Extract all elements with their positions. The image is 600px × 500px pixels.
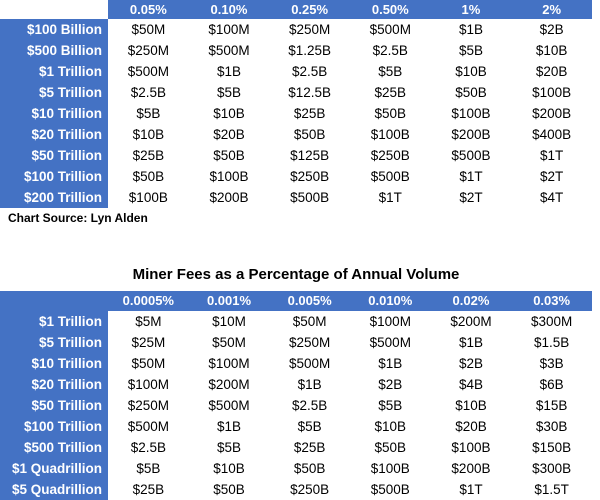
table-cell: $100B <box>350 124 431 145</box>
row-header: $200 Trillion <box>0 187 108 208</box>
table-cell: $50B <box>350 103 431 124</box>
table-cell: $250B <box>350 145 431 166</box>
table-cell: $500B <box>269 187 350 208</box>
table-cell: $100B <box>431 103 512 124</box>
table-cell: $100M <box>108 374 189 395</box>
row-header: $500 Trillion <box>0 437 108 458</box>
row-header: $20 Trillion <box>0 374 108 395</box>
table1-col-header: 0.25% <box>269 0 350 19</box>
table-row <box>0 61 592 82</box>
table-cell: $50B <box>431 82 512 103</box>
table2-col-header: 0.0005% <box>108 291 189 311</box>
row-header: $5 Trillion <box>0 332 108 353</box>
table-cell: $400B <box>511 124 592 145</box>
row-header: $100 Trillion <box>0 166 108 187</box>
table1-col-header: 0.50% <box>350 0 431 19</box>
row-header: $50 Trillion <box>0 145 108 166</box>
table-cell: $3B <box>511 353 592 374</box>
table-cell: $2T <box>511 166 592 187</box>
table-cell: $1T <box>511 145 592 166</box>
table-cell: $100B <box>350 458 431 479</box>
row-header: $1 Trillion <box>0 311 108 332</box>
table-cell: $100M <box>350 311 431 332</box>
table-cell: $2.5B <box>269 395 350 416</box>
table-cell: $10B <box>350 416 431 437</box>
table-row <box>0 458 592 479</box>
chart-source: Chart Source: Lyn Alden <box>8 211 148 225</box>
table1-corner <box>0 0 108 19</box>
table-cell: $50M <box>269 311 350 332</box>
table-cell: $50B <box>269 458 350 479</box>
table-cell: $100B <box>189 166 270 187</box>
table-cell: $200B <box>189 187 270 208</box>
table-cell: $25B <box>350 82 431 103</box>
table-cell: $50B <box>350 437 431 458</box>
table-cell: $200B <box>511 103 592 124</box>
table-cell: $300M <box>511 311 592 332</box>
table1-header-row <box>0 0 592 19</box>
table-cell: $5M <box>108 311 189 332</box>
table-cell: $5B <box>350 395 431 416</box>
table-cell: $50M <box>108 19 189 40</box>
table-cell: $100B <box>108 187 189 208</box>
table-cell: $500M <box>189 395 270 416</box>
table-cell: $10B <box>108 124 189 145</box>
table-cell: $1.25B <box>269 40 350 61</box>
row-header: $500 Billion <box>0 40 108 61</box>
table-cell: $500M <box>108 416 189 437</box>
table-row <box>0 416 592 437</box>
table-cell: $5B <box>269 416 350 437</box>
table-cell: $30B <box>511 416 592 437</box>
table-cell: $10B <box>431 61 512 82</box>
table2-col-header: 0.005% <box>269 291 350 311</box>
table1-col-header: 1% <box>431 0 512 19</box>
table-cell: $200M <box>431 311 512 332</box>
table-cell: $1B <box>189 416 270 437</box>
table-row <box>0 103 592 124</box>
table-cell: $200M <box>189 374 270 395</box>
table-cell: $20B <box>511 61 592 82</box>
table-cell: $6B <box>511 374 592 395</box>
table-cell: $5B <box>189 437 270 458</box>
table-row <box>0 332 592 353</box>
table-cell: $10B <box>511 40 592 61</box>
table2-col-header: 0.001% <box>189 291 270 311</box>
table-cell: $2B <box>350 374 431 395</box>
table1-col-header: 0.10% <box>189 0 270 19</box>
table-cell: $1T <box>431 479 512 500</box>
table-cell: $25B <box>269 103 350 124</box>
table2-col-header: 0.010% <box>350 291 431 311</box>
table-cell: $50B <box>108 166 189 187</box>
table-cell: $50B <box>269 124 350 145</box>
row-header: $1 Quadrillion <box>0 458 108 479</box>
table-cell: $250M <box>108 40 189 61</box>
table-cell: $500M <box>350 332 431 353</box>
table-cell: $500B <box>431 145 512 166</box>
table-row <box>0 166 592 187</box>
row-header: $10 Trillion <box>0 103 108 124</box>
table2-corner <box>0 291 108 311</box>
table-cell: $200B <box>431 458 512 479</box>
table-cell: $15B <box>511 395 592 416</box>
row-header: $100 Billion <box>0 19 108 40</box>
row-header: $20 Trillion <box>0 124 108 145</box>
table-row <box>0 374 592 395</box>
table-cell: $1B <box>350 353 431 374</box>
table-cell: $250M <box>269 19 350 40</box>
table-cell: $100M <box>189 19 270 40</box>
table-cell: $250B <box>269 479 350 500</box>
table-cell: $20B <box>431 416 512 437</box>
table2-col-header: 0.03% <box>511 291 592 311</box>
row-header: $5 Trillion <box>0 82 108 103</box>
table-cell: $2.5B <box>108 82 189 103</box>
row-header: $100 Trillion <box>0 416 108 437</box>
table-cell: $10B <box>189 458 270 479</box>
table-cell: $1.5B <box>511 332 592 353</box>
table-cell: $4T <box>511 187 592 208</box>
table-cell: $1T <box>431 166 512 187</box>
table-cell: $250M <box>269 332 350 353</box>
table-cell: $300B <box>511 458 592 479</box>
table-cell: $100M <box>189 353 270 374</box>
table-cell: $2.5B <box>269 61 350 82</box>
table-cell: $25B <box>108 479 189 500</box>
table-cell: $25B <box>269 437 350 458</box>
table-cell: $250M <box>108 395 189 416</box>
table-cell: $10B <box>431 395 512 416</box>
table-cell: $1T <box>350 187 431 208</box>
table-cell: $5B <box>431 40 512 61</box>
table-cell: $2.5B <box>350 40 431 61</box>
table-row <box>0 124 592 145</box>
table-cell: $500B <box>350 166 431 187</box>
table-cell: $10B <box>189 103 270 124</box>
row-header: $50 Trillion <box>0 395 108 416</box>
table-cell: $5B <box>189 82 270 103</box>
table-cell: $50M <box>108 353 189 374</box>
table-row <box>0 40 592 61</box>
table-cell: $200B <box>431 124 512 145</box>
table-cell: $100B <box>431 437 512 458</box>
table-cell: $1B <box>431 19 512 40</box>
table-cell: $1.5T <box>511 479 592 500</box>
table-cell: $125B <box>269 145 350 166</box>
table-cell: $2.5B <box>108 437 189 458</box>
table-cell: $100B <box>511 82 592 103</box>
table-cell: $10M <box>189 311 270 332</box>
row-header: $1 Trillion <box>0 61 108 82</box>
table-cell: $5B <box>350 61 431 82</box>
table1-col-header: 2% <box>511 0 592 19</box>
table-cell: $500M <box>269 353 350 374</box>
table1-col-header: 0.05% <box>108 0 189 19</box>
table-cell: $2B <box>511 19 592 40</box>
table-cell: $250B <box>269 166 350 187</box>
table-cell: $25B <box>108 145 189 166</box>
table2-title: Miner Fees as a Percentage of Annual Volume <box>132 266 460 283</box>
table-cell: $50M <box>189 332 270 353</box>
table-cell: $500B <box>350 479 431 500</box>
table-row <box>0 479 592 500</box>
table-row <box>0 437 592 458</box>
row-header: $10 Trillion <box>0 353 108 374</box>
table2-col-header: 0.02% <box>431 291 512 311</box>
table-cell: $500M <box>108 61 189 82</box>
table-cell: $4B <box>431 374 512 395</box>
table-cell: $50B <box>189 479 270 500</box>
table-cell: $500M <box>350 19 431 40</box>
table-cell: $1B <box>269 374 350 395</box>
table-row <box>0 311 592 332</box>
table-cell: $12.5B <box>269 82 350 103</box>
table-cell: $25M <box>108 332 189 353</box>
table-cell: $2T <box>431 187 512 208</box>
fee-table-2 <box>0 291 592 500</box>
table-cell: $1B <box>431 332 512 353</box>
table-row <box>0 145 592 166</box>
table-row <box>0 187 592 208</box>
table-cell: $50B <box>189 145 270 166</box>
table-cell: $5B <box>108 103 189 124</box>
table2-header-row <box>0 291 592 311</box>
table-cell: $20B <box>189 124 270 145</box>
table-cell: $2B <box>431 353 512 374</box>
fee-table-1 <box>0 0 592 208</box>
table-row <box>0 82 592 103</box>
table-cell: $150B <box>511 437 592 458</box>
row-header: $5 Quadrillion <box>0 479 108 500</box>
table-row <box>0 353 592 374</box>
table-row <box>0 395 592 416</box>
table-row <box>0 19 592 40</box>
table-cell: $5B <box>108 458 189 479</box>
table-cell: $500M <box>189 40 270 61</box>
table-cell: $1B <box>189 61 270 82</box>
